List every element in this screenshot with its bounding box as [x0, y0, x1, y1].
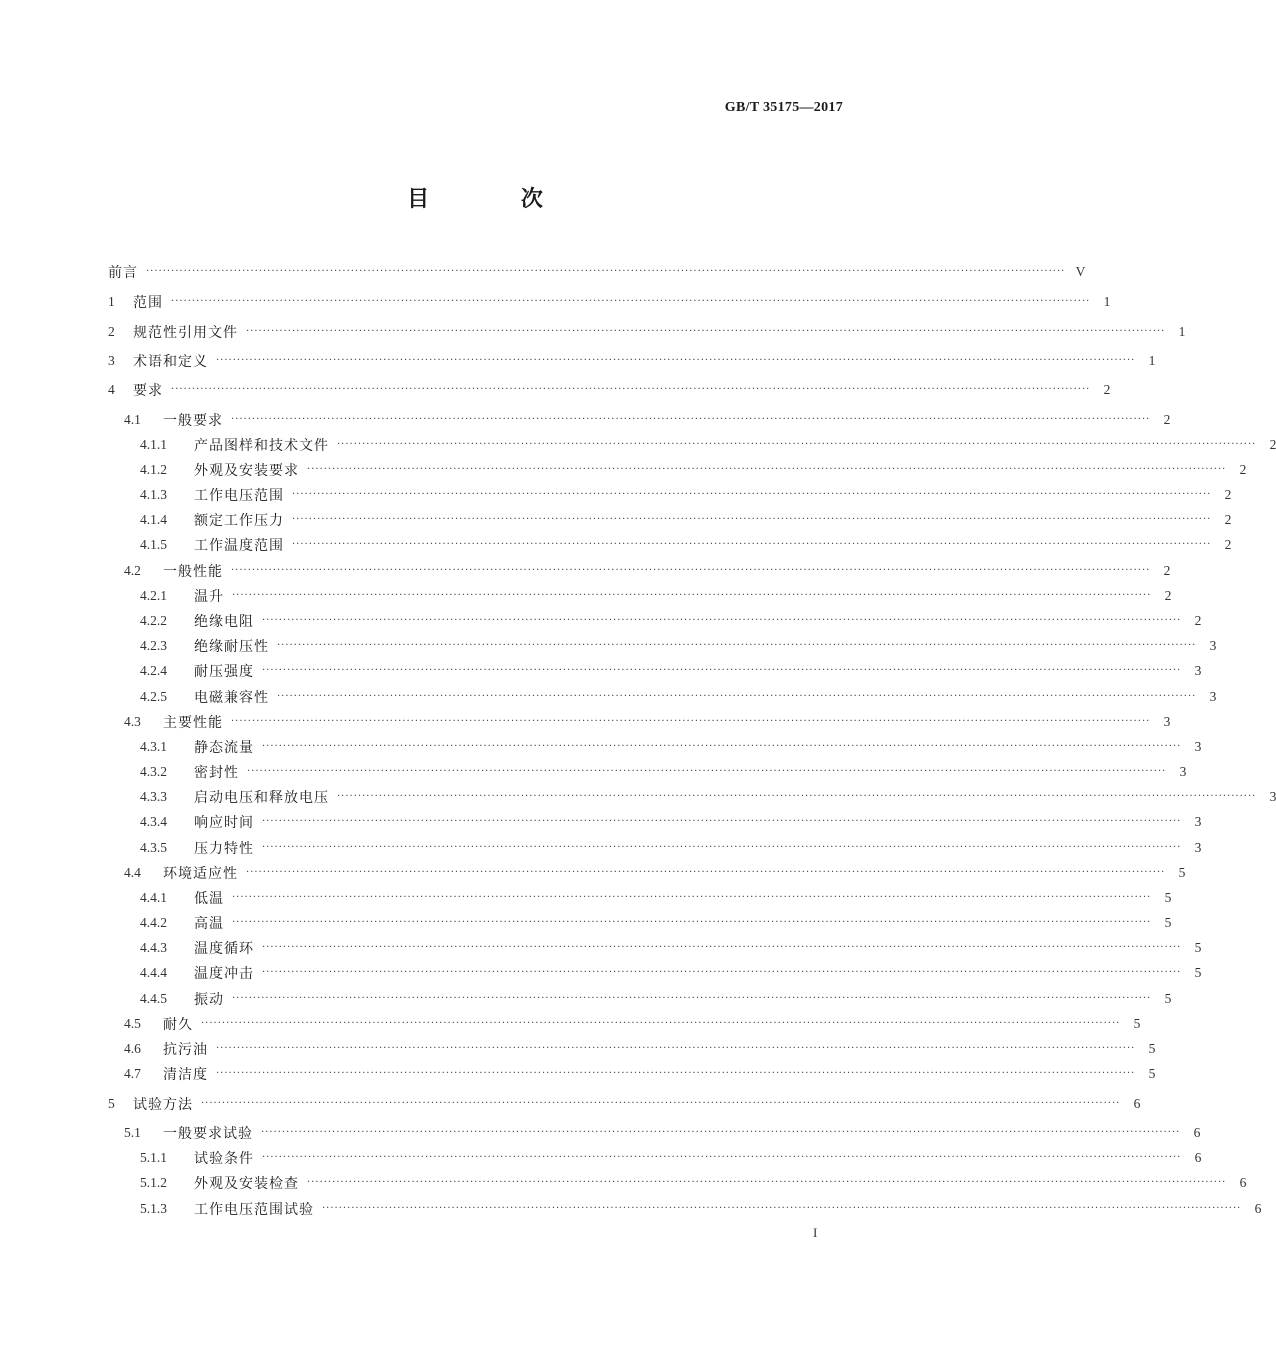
toc-entry-label: 试验条件: [194, 1151, 254, 1167]
toc-entry-label: 一般性能: [163, 564, 223, 580]
toc-entry-label: 耐久: [163, 1017, 193, 1033]
toc-dot-leader: ····························································································································································································································: [292, 514, 1212, 525]
toc-entry-page: 6: [1193, 1125, 1201, 1140]
toc-entry-page: 5: [1178, 865, 1186, 880]
toc-entry-number: 4.1.5: [140, 537, 167, 552]
toc-entry-page: 5: [1164, 991, 1172, 1006]
toc-dot-leader: ····························································································································································································································: [232, 590, 1152, 601]
toc-dot-leader: ····························································································································································································································: [231, 414, 1151, 425]
toc-entry-number: 5.1.1: [140, 1150, 167, 1165]
toc-dot-leader: ····························································································································································································································: [262, 665, 1182, 676]
toc-entry[interactable]: [0, 510, 1232, 530]
toc-entry-page: 3: [1179, 764, 1187, 779]
toc-entry-label: 温度冲击: [194, 966, 254, 982]
toc-dot-leader: ····························································································································································································································: [231, 716, 1151, 727]
toc-entry-number: 4.1.2: [140, 462, 167, 477]
toc-entry[interactable]: [0, 863, 1186, 883]
toc-entry-number: 4.2.3: [140, 638, 167, 653]
toc-entry-page: 6: [1194, 1150, 1202, 1165]
toc-entry-label: 密封性: [194, 765, 239, 781]
toc-entry-page: 1: [1103, 294, 1111, 309]
toc-entry-page: 2: [1269, 437, 1276, 452]
toc-entry[interactable]: [0, 888, 1172, 908]
toc-entry[interactable]: [0, 485, 1232, 505]
toc-dot-leader: ····························································································································································································································: [322, 1203, 1242, 1214]
toc-entry-page: 2: [1164, 588, 1172, 603]
toc-entry[interactable]: [0, 535, 1232, 555]
toc-dot-leader: ····························································································································································································································: [201, 1018, 1121, 1029]
toc-entry-page: 1: [1148, 353, 1156, 368]
toc-entry-page: 2: [1194, 613, 1202, 628]
toc-entry-number: 4.1.3: [140, 487, 167, 502]
toc-entry[interactable]: [0, 292, 1111, 312]
toc-entry-page: 6: [1254, 1201, 1262, 1216]
toc-entry-label: 前言: [108, 265, 138, 281]
toc-entry[interactable]: [0, 1123, 1201, 1143]
toc-entry-label: 耐压强度: [194, 664, 254, 680]
toc-entry-page: 5: [1164, 915, 1172, 930]
toc-entry-label: 术语和定义: [133, 354, 208, 370]
toc-dot-leader: ····························································································································································································································: [337, 791, 1257, 802]
toc-entry-page: 6: [1133, 1096, 1141, 1111]
toc-entry[interactable]: [0, 1094, 1141, 1114]
toc-entry-page: 5: [1148, 1066, 1156, 1081]
toc-entry-number: 4.2.4: [140, 663, 167, 678]
toc-dot-leader: ····························································································································································································································: [277, 691, 1197, 702]
toc-entry-number: 4.3.5: [140, 840, 167, 855]
toc-entry[interactable]: [0, 1039, 1156, 1059]
toc-title: 目 次: [407, 186, 585, 212]
toc-entry-label: 静态流量: [194, 740, 254, 756]
toc-dot-leader: ····························································································································································································································: [216, 355, 1136, 366]
toc-entry-number: 4.3: [124, 714, 141, 729]
toc-entry-number: 4.3.3: [140, 789, 167, 804]
toc-entry-label: 额定工作压力: [194, 513, 284, 529]
toc-entry-number: 2: [108, 324, 115, 339]
toc-entry-number: 4.2: [124, 563, 141, 578]
toc-entry[interactable]: [0, 611, 1202, 631]
toc-entry-page: 2: [1224, 537, 1232, 552]
toc-entry[interactable]: [0, 586, 1172, 606]
toc-entry-label: 工作电压范围试验: [194, 1202, 314, 1218]
toc-entry-page: 3: [1209, 638, 1217, 653]
toc-entry-page: 5: [1194, 940, 1202, 955]
toc-dot-leader: ····························································································································································································································: [262, 1152, 1182, 1163]
toc-dot-leader: ····························································································································································································································: [247, 766, 1167, 777]
toc-entry[interactable]: [0, 435, 1276, 455]
toc-entry-label: 温升: [194, 589, 224, 605]
toc-entry-number: 4.2.2: [140, 613, 167, 628]
toc-entry-number: 4.4.3: [140, 940, 167, 955]
toc-entry[interactable]: [0, 787, 1276, 807]
toc-entry-number: 4.3.4: [140, 814, 167, 829]
toc-dot-leader: ····························································································································································································································: [262, 741, 1182, 752]
toc-entry-page: 2: [1163, 563, 1171, 578]
toc-entry-label: 产品图样和技术文件: [194, 438, 329, 454]
toc-entry-number: 3: [108, 353, 115, 368]
toc-entry-number: 5.1.2: [140, 1175, 167, 1190]
toc-entry-number: 5.1: [124, 1125, 141, 1140]
toc-entry-label: 工作温度范围: [194, 538, 284, 554]
toc-entry-label: 工作电压范围: [194, 488, 284, 504]
toc-entry-label: 外观及安装要求: [194, 463, 299, 479]
toc-entry-page: 2: [1224, 487, 1232, 502]
toc-entry-page: 5: [1164, 890, 1172, 905]
toc-dot-leader: ····························································································································································································································: [216, 1068, 1136, 1079]
toc-entry-number: 4.4: [124, 865, 141, 880]
toc-dot-leader: ····························································································································································································································: [262, 942, 1182, 953]
toc-entry-label: 规范性引用文件: [133, 325, 238, 341]
toc-entry[interactable]: [0, 1064, 1156, 1084]
toc-entry[interactable]: [0, 1173, 1247, 1193]
toc-entry-page: 3: [1209, 689, 1217, 704]
toc-entry-label: 绝缘耐压性: [194, 639, 269, 655]
toc-entry[interactable]: [0, 351, 1156, 371]
toc-dot-leader: ····························································································································································································································: [171, 296, 1091, 307]
toc-dot-leader: ····························································································································································································································: [201, 1098, 1121, 1109]
toc-entry-label: 绝缘电阻: [194, 614, 254, 630]
toc-entry-page: 5: [1133, 1016, 1141, 1031]
toc-entry-label: 抗污油: [163, 1042, 208, 1058]
toc-entry[interactable]: [0, 938, 1202, 958]
toc-entry-number: 4.2.1: [140, 588, 167, 603]
page-number: I: [813, 1225, 818, 1240]
toc-dot-leader: ····························································································································································································································: [232, 917, 1152, 928]
toc-dot-leader: ····························································································································································································································: [232, 892, 1152, 903]
toc-entry-number: 4.4.5: [140, 991, 167, 1006]
toc-entry-number: 4.3.2: [140, 764, 167, 779]
toc-entry-page: 3: [1194, 840, 1202, 855]
toc-entry-label: 清洁度: [163, 1067, 208, 1083]
toc-entry-page: 2: [1163, 412, 1171, 427]
toc-entry[interactable]: [0, 712, 1171, 732]
toc-entry-number: 4.1: [124, 412, 141, 427]
toc-entry-page: 3: [1163, 714, 1171, 729]
toc-entry[interactable]: [0, 460, 1247, 480]
toc-dot-leader: ····························································································································································································································: [246, 326, 1166, 337]
toc-entry-number: 5: [108, 1096, 115, 1111]
toc-dot-leader: ····························································································································································································································: [246, 867, 1166, 878]
toc-entry-number: 4.4.1: [140, 890, 167, 905]
toc-entry-page: 6: [1239, 1175, 1247, 1190]
toc-entry[interactable]: [0, 1199, 1262, 1219]
toc-dot-leader: ····························································································································································································································: [292, 489, 1212, 500]
toc-entry[interactable]: [0, 262, 1086, 282]
toc-dot-leader: ····························································································································································································································: [216, 1043, 1136, 1054]
toc-entry-page: 3: [1194, 739, 1202, 754]
toc-entry-number: 4.3.1: [140, 739, 167, 754]
toc-entry-page: 3: [1269, 789, 1276, 804]
toc-entry[interactable]: [0, 737, 1202, 757]
toc-entry-label: 电磁兼容性: [194, 690, 269, 706]
toc-entry[interactable]: [0, 989, 1172, 1009]
toc-entry-page: 2: [1224, 512, 1232, 527]
toc-dot-leader: ····························································································································································································································: [262, 967, 1182, 978]
toc-entry-label: 范围: [133, 295, 163, 311]
toc-entry[interactable]: [0, 561, 1171, 581]
toc-dot-leader: ····························································································································································································································: [231, 565, 1151, 576]
standard-code: GB/T 35175—2017: [724, 100, 843, 115]
toc-entry-label: 振动: [194, 992, 224, 1008]
toc-entry-number: 4.1.1: [140, 437, 167, 452]
toc-dot-leader: ····························································································································································································································: [307, 464, 1227, 475]
toc-entry[interactable]: [0, 380, 1111, 400]
toc-entry[interactable]: [0, 1014, 1141, 1034]
toc-entry-number: 4: [108, 382, 115, 397]
toc-entry-page: 1: [1178, 324, 1186, 339]
toc-entry-page: 5: [1194, 965, 1202, 980]
toc-dot-leader: ····························································································································································································································: [171, 384, 1091, 395]
toc-dot-leader: ····························································································································································································································: [262, 816, 1182, 827]
toc-entry-page: 2: [1239, 462, 1247, 477]
toc-entry[interactable]: [0, 636, 1217, 656]
toc-entry-page: V: [1075, 264, 1086, 279]
toc-entry-number: 4.4.4: [140, 965, 167, 980]
toc-dot-leader: ····························································································································································································································: [262, 842, 1182, 853]
toc-entry[interactable]: [0, 410, 1171, 430]
toc-entry[interactable]: [0, 687, 1217, 707]
toc-entry[interactable]: [0, 963, 1202, 983]
toc-entry-label: 压力特性: [194, 841, 254, 857]
toc-entry-label: 主要性能: [163, 715, 223, 731]
toc-entry-label: 试验方法: [133, 1097, 193, 1113]
toc-entry-label: 响应时间: [194, 815, 254, 831]
toc-dot-leader: ····························································································································································································································: [146, 266, 1066, 277]
toc-entry-number: 1: [108, 294, 115, 309]
toc-entry[interactable]: [0, 1148, 1202, 1168]
toc-dot-leader: ····························································································································································································································: [232, 993, 1152, 1004]
toc-entry-number: 4.6: [124, 1041, 141, 1056]
toc-entry-label: 要求: [133, 383, 163, 399]
toc-entry-number: 4.5: [124, 1016, 141, 1031]
toc-entry[interactable]: [0, 812, 1202, 832]
toc-entry-page: 3: [1194, 814, 1202, 829]
toc-entry-number: 4.4.2: [140, 915, 167, 930]
toc-dot-leader: ····························································································································································································································: [307, 1177, 1227, 1188]
toc-entry-label: 一般要求试验: [163, 1126, 253, 1142]
toc-dot-leader: ····························································································································································································································: [262, 615, 1182, 626]
toc-dot-leader: ····························································································································································································································: [277, 640, 1197, 651]
toc-dot-leader: ····························································································································································································································: [261, 1127, 1181, 1138]
toc-entry-number: 4.1.4: [140, 512, 167, 527]
toc-entry-label: 温度循环: [194, 941, 254, 957]
toc-entry-label: 一般要求: [163, 413, 223, 429]
toc-entry-label: 启动电压和释放电压: [194, 790, 329, 806]
toc-entry-number: 5.1.3: [140, 1201, 167, 1216]
toc-entry-number: 4.2.5: [140, 689, 167, 704]
toc-entry-label: 低温: [194, 891, 224, 907]
toc-dot-leader: ····························································································································································································································: [292, 539, 1212, 550]
toc-entry[interactable]: [0, 762, 1187, 782]
toc-entry-number: 4.7: [124, 1066, 141, 1081]
toc-entry-page: 2: [1103, 382, 1111, 397]
toc-entry[interactable]: [0, 838, 1202, 858]
toc-entry[interactable]: [0, 661, 1202, 681]
toc-entry[interactable]: [0, 322, 1186, 342]
toc-dot-leader: ····························································································································································································································: [337, 439, 1257, 450]
toc-entry-page: 5: [1148, 1041, 1156, 1056]
toc-entry[interactable]: [0, 913, 1172, 933]
toc-entry-label: 外观及安装检查: [194, 1176, 299, 1192]
toc-entry-label: 高温: [194, 916, 224, 932]
toc-entry-page: 3: [1194, 663, 1202, 678]
toc-entry-label: 环境适应性: [163, 866, 238, 882]
